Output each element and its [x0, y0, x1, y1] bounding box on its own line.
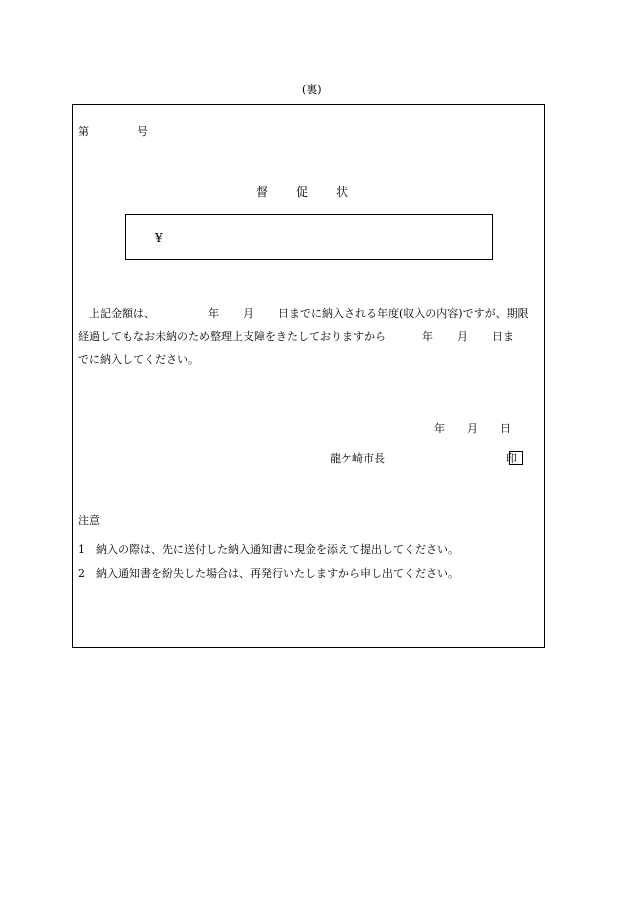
body-year-1: 年 [208, 307, 219, 320]
body-text-2a: 経過してもなお未納のため整理上支障をきたしておりますから [78, 330, 386, 343]
body-year-2: 年 [422, 330, 433, 343]
amount-symbol: ¥ [155, 231, 163, 245]
issue-date [434, 420, 511, 436]
amount-box [125, 214, 493, 260]
notes-heading: 注意 [78, 514, 100, 527]
body-text-1b: 日までに納入される年度(収入の内容)ですが、期限 [278, 307, 529, 320]
issuer-name: 龍ケ崎市長 [330, 452, 385, 465]
body-month-2: 月 [457, 330, 468, 343]
doc-number-suffix: 号 [137, 125, 148, 138]
page-title [256, 183, 348, 200]
seal-char: 印 [506, 452, 517, 465]
note-text: 納入通知書を紛失した場合は、再発行いたしますから申し出てください。 [96, 567, 459, 580]
title-char-2: 促 [296, 185, 309, 199]
body-line-3: でに納入してください。 [78, 353, 199, 366]
title-char-3: 状 [336, 185, 349, 199]
note-number: 2 [78, 567, 85, 580]
side-label: (裏) [302, 83, 322, 96]
doc-number-prefix: 第 [78, 125, 89, 138]
note-item [78, 565, 459, 581]
body-paragraph [78, 302, 544, 371]
seal [506, 450, 523, 466]
date-day: 日 [500, 422, 511, 435]
note-item [78, 541, 459, 557]
document-number [78, 123, 148, 139]
body-line-2 [78, 325, 544, 348]
seal-box [509, 451, 523, 465]
body-day-2: 日ま [492, 330, 514, 343]
body-line-1 [78, 302, 544, 325]
date-month: 月 [467, 422, 478, 435]
title-char-1: 督 [256, 185, 269, 199]
body-month-1: 月 [243, 307, 254, 320]
note-number: 1 [78, 543, 85, 556]
date-year: 年 [434, 422, 445, 435]
body-text-1a: 上記金額は、 [89, 307, 155, 320]
note-text: 納入の際は、先に送付した納入通知書に現金を添えて提出してください。 [96, 543, 459, 556]
